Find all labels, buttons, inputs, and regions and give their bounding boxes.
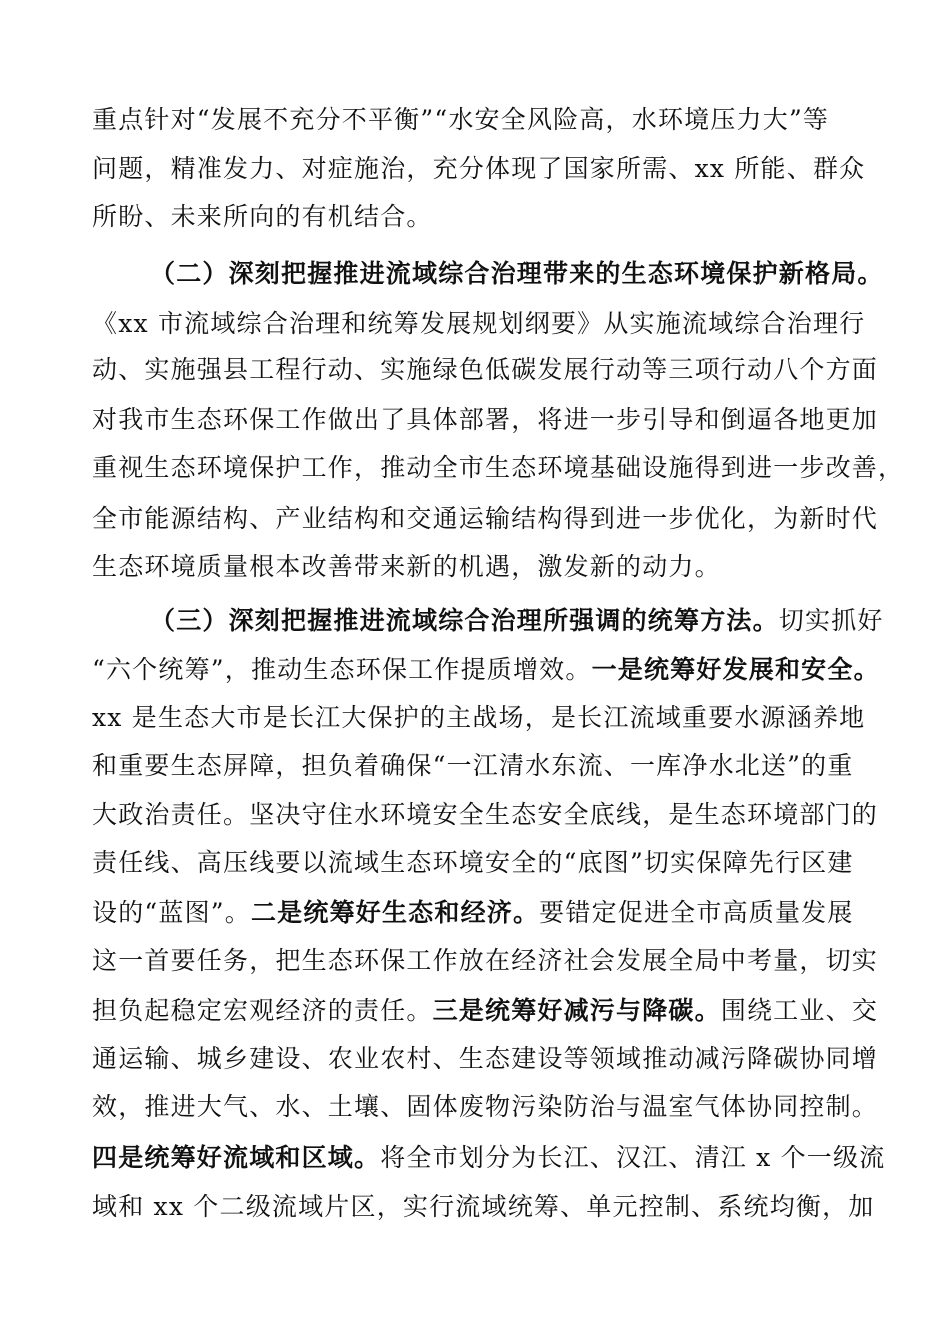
text-segment: 围绕工业、交 (720, 996, 879, 1025)
text-line (92, 400, 879, 440)
text-segment: 切实抓好 (778, 606, 884, 635)
section-heading (150, 601, 930, 641)
heading-text: （二）深刻把握推进流域综合治理带来的生态环境保护新格局。 (150, 259, 884, 288)
text-segment: 责任线、高压线要以流域生态环境安全的“底图”切实保障先行区建 (92, 848, 854, 877)
text-segment: 设的“蓝图”。 (92, 898, 251, 927)
text-line (92, 1039, 879, 1079)
text-line (92, 941, 879, 981)
text-segment: 效，推进大气、水、土壤、固体废物污染防治与温室气体协同控制。 (92, 1092, 879, 1121)
heading-text: （三）深刻把握推进流域综合治理所强调的统筹方法。 (150, 606, 779, 635)
text-line (92, 746, 872, 786)
text-line (92, 893, 872, 933)
text-line (92, 843, 872, 883)
bold-phrase: 一是统筹好发展和安全。 (591, 655, 880, 684)
text-line (92, 547, 872, 587)
text-segment: xx 是生态大市是长江大保护的主战场，是长江流域重要水源涵养地 (92, 703, 866, 732)
text-segment: 对我市生态环保工作做出了具体部署，将进一步引导和倒逼各地更加 (92, 405, 879, 434)
text-segment: 担负起稳定宏观经济的责任。 (92, 996, 433, 1025)
text-segment: 域和 xx 个二级流域片区，实行流域统筹、单元控制、系统均衡，加 (92, 1192, 875, 1221)
text-line (92, 698, 872, 738)
text-line (92, 448, 905, 488)
text-segment: 和重要生态屏障，担负着确保“一江清水东流、一库净水北送”的重 (92, 751, 854, 780)
text-segment: 全市能源结构、产业结构和交通运输结构得到进一步优化，为新时代 (92, 504, 879, 533)
text-segment: 将全市划分为长江、汉江、清江 x 个一级流 (380, 1143, 886, 1172)
text-line (92, 100, 872, 140)
text-segment: 生态环境质量根本改善带来新的机遇，激发新的动力。 (92, 552, 721, 581)
text-line (92, 1087, 879, 1127)
text-line (92, 795, 879, 835)
text-segment: 重点针对“发展不充分不平衡”“水安全风险高，水环境压力大”等 (92, 105, 830, 134)
text-segment: 重视生态环境保护工作，推动全市生态环境基础设施得到进一步改善， (92, 453, 905, 482)
text-line (92, 350, 879, 390)
bold-phrase: 二是统筹好生态和经济。 (250, 898, 540, 927)
section-heading (150, 254, 930, 294)
text-line (92, 1187, 875, 1227)
text-line (92, 197, 872, 237)
text-segment: “六个统筹”，推动生态环保工作提质增效。 (92, 655, 592, 684)
text-line (92, 1138, 886, 1178)
text-segment: 动、实施强县工程行动、实施绿色低碳发展行动等三项行动八个方面 (92, 355, 879, 384)
text-line (92, 149, 872, 189)
text-line (92, 304, 872, 344)
text-segment: 这一首要任务，把生态环保工作放在经济社会发展全局中考量，切实 (92, 946, 879, 975)
bold-phrase: 四是统筹好流域和区域。 (92, 1143, 381, 1172)
text-segment: 通运输、城乡建设、农业农村、生态建设等领域推动减污降碳协同增 (92, 1044, 879, 1073)
text-segment: 《xx 市流域综合治理和统筹发展规划纲要》从实施流域综合治理行 (92, 309, 866, 338)
bold-phrase: 三是统筹好减污与降碳。 (432, 996, 721, 1025)
text-line (92, 499, 879, 539)
text-segment: 问题，精准发力、对症施治，充分体现了国家所需、xx 所能、群众 (92, 154, 866, 183)
text-segment: 大政治责任。坚决守住水环境安全生态安全底线，是生态环境部门的 (92, 800, 879, 829)
text-line (92, 991, 879, 1031)
text-segment: 所盼、未来所向的有机结合。 (92, 202, 433, 231)
text-segment: 要错定促进全市高质量发展 (539, 898, 854, 927)
text-line (92, 650, 880, 690)
